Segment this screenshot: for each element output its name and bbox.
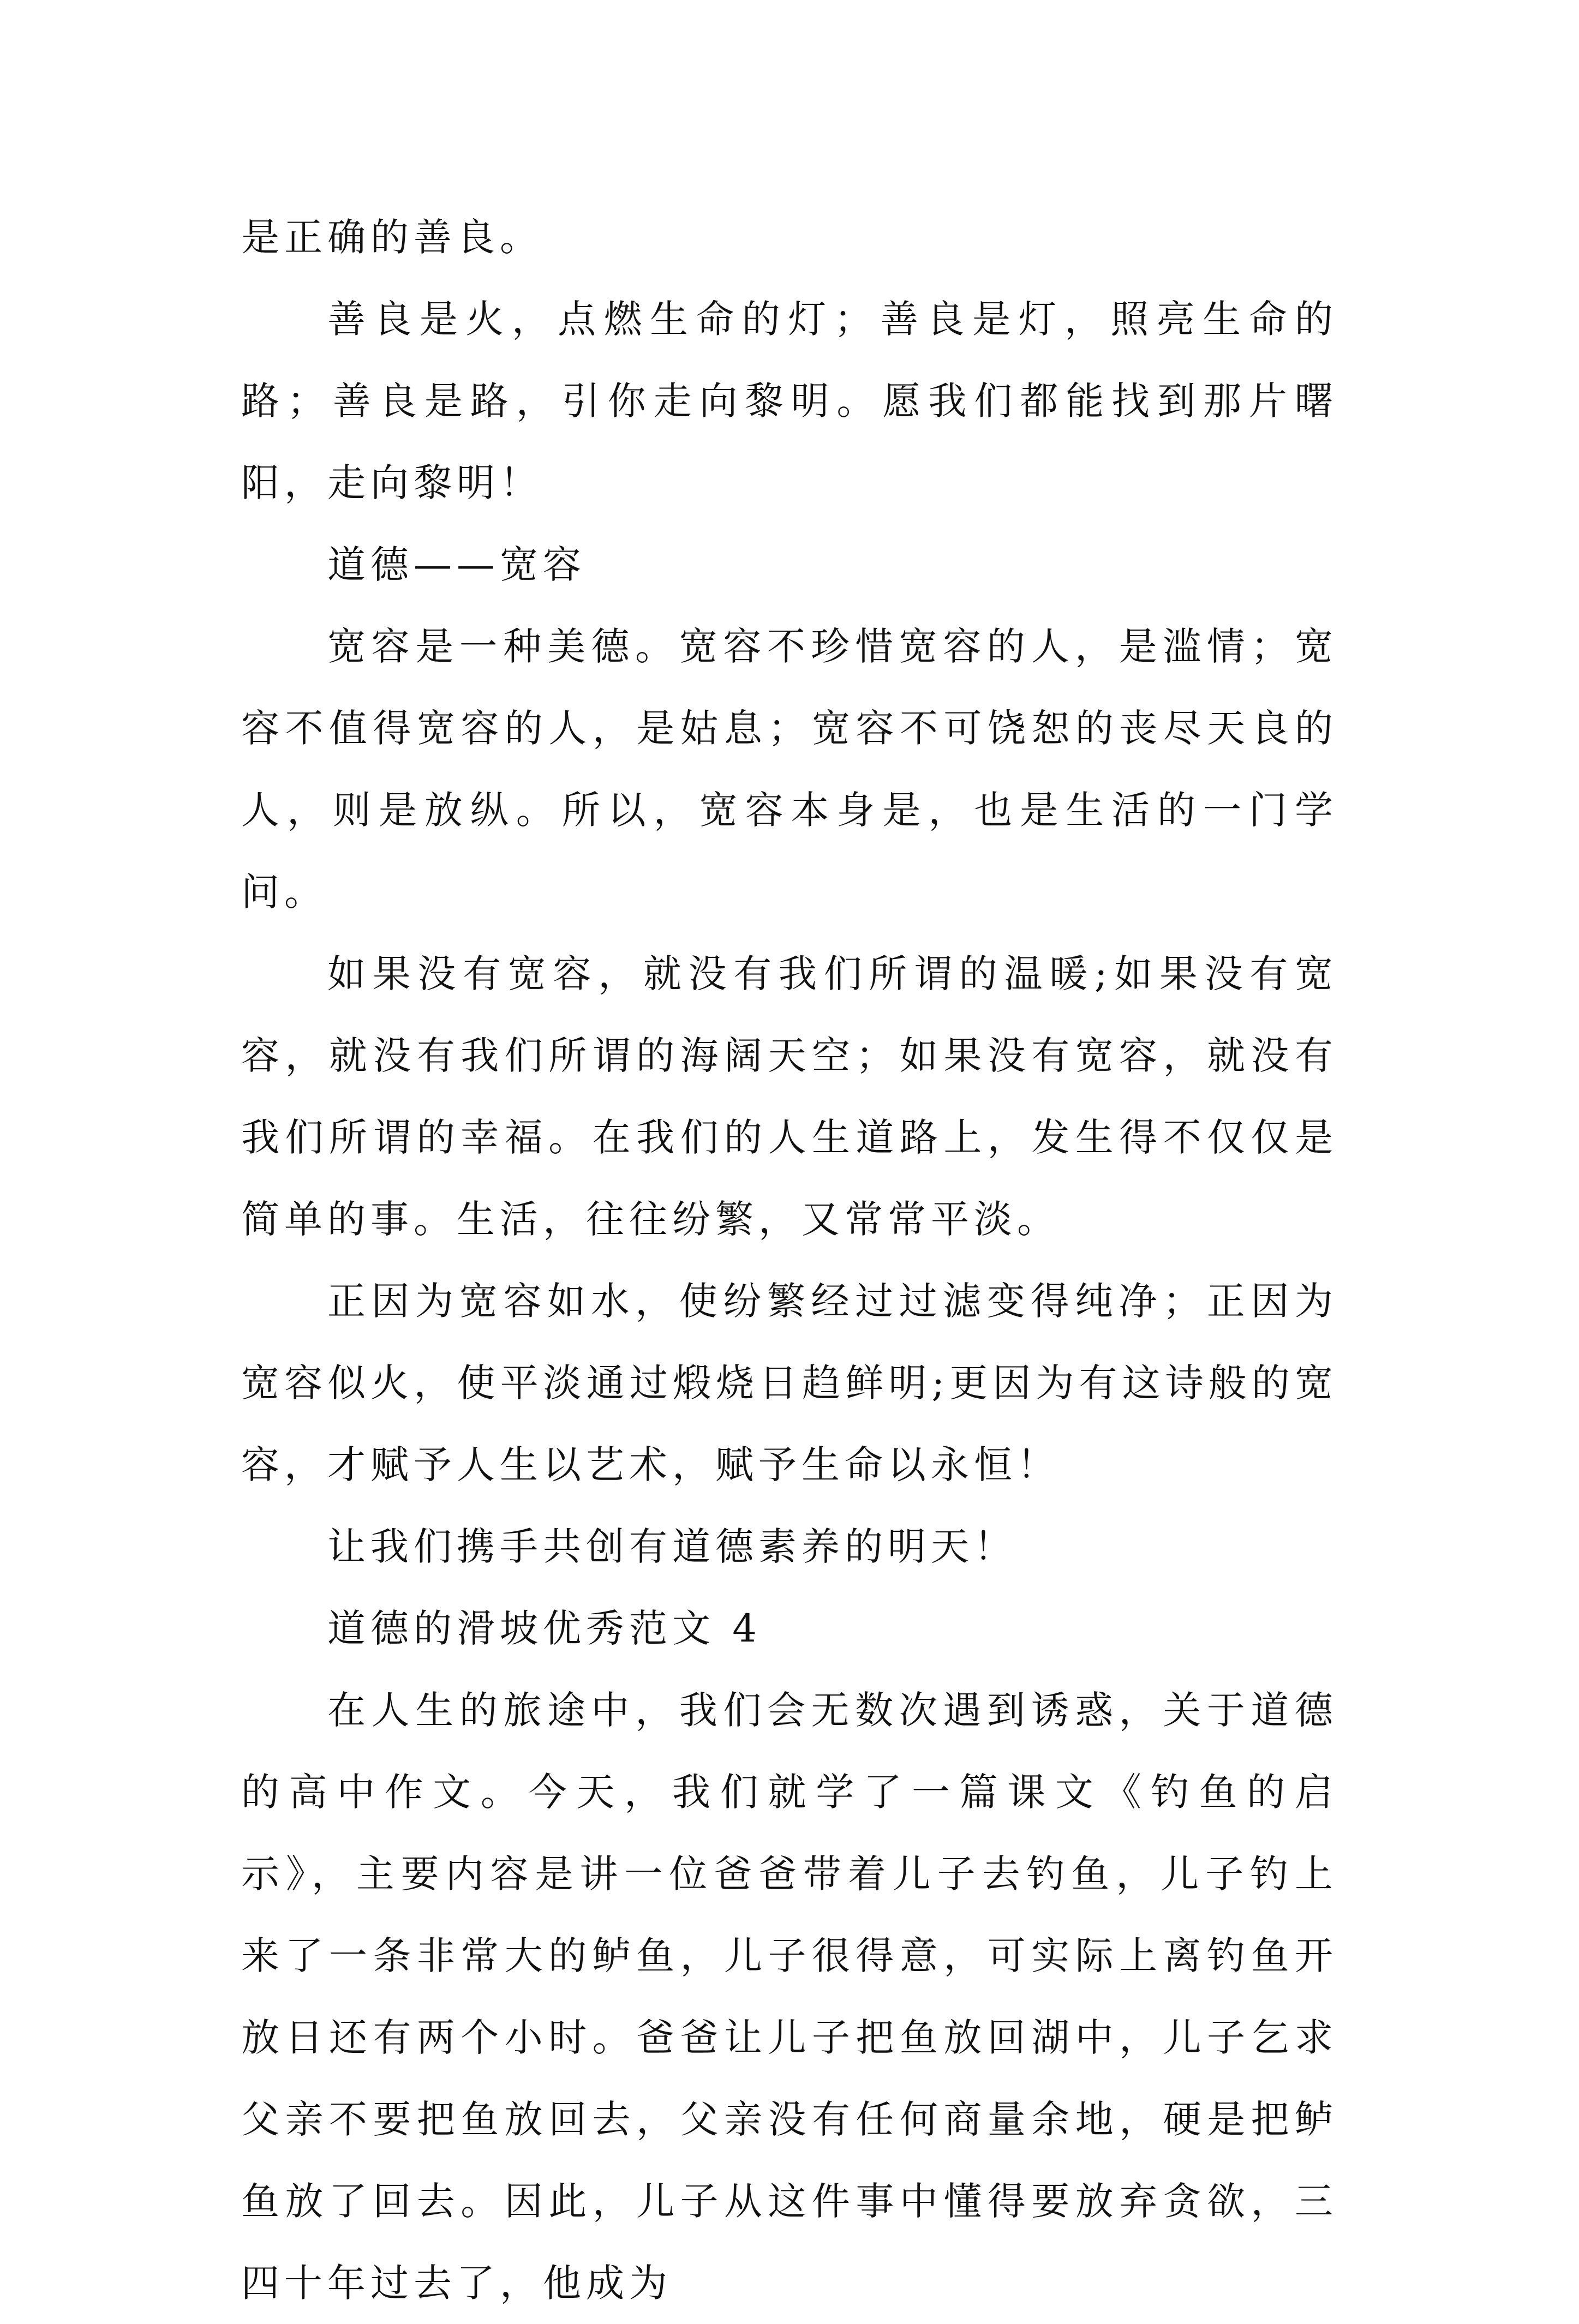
paragraph-tolerance-virtue: 宽容是一种美德。宽容不珍惜宽容的人，是滥情；宽容不值得宽容的人，是姑息；宽容不可饶恕的丧尽天良的人，则是放纵。所以，宽容本身是，也是生活的一门学问。 <box>241 624 1338 914</box>
paragraph-fishing-story: 在人生的旅途中，我们会无数次遇到诱惑，关于道德的高中作文。今天，我们就学了一篇课文《钓鱼的启示》，主要内容是讲一位爸爸带着儿子去钓鱼，儿子钓上来了一条非常大的鲈鱼，儿子很得意，可实际上离钓鱼开放日还有两个小时。爸爸让儿子把鱼放回湖中，儿子乞求父亲不要把鱼放回去，父亲没有任何商量余地，硬是把鲈鱼放了回去。因此，儿子从这件事中懂得要放弃贪欲，三四十年过去了，他成为 <box>241 1688 1338 2305</box>
paragraph-tolerance-water-fire: 正因为宽容如水，使纷繁经过过滤变得纯净；正因为宽容似火，使平淡通过煅烧日趋鲜明;更因为有这诗般的宽容，才赋予人生以艺术，赋予生命以永恒！ <box>241 1279 1338 1487</box>
document-body <box>241 196 1338 2324</box>
paragraph-kindness: 善良是火，点燃生命的灯；善良是灯，照亮生命的路；善良是路，引你走向黎明。愿我们都能找到那片曙阳，走向黎明！ <box>241 297 1338 505</box>
paragraph-continuation: 是正确的善良。 <box>241 215 543 260</box>
section-heading-tolerance: 道德——宽容 <box>327 542 586 587</box>
paragraph-without-tolerance: 如果没有宽容，就没有我们所谓的温暖;如果没有宽容，就没有我们所谓的海阔天空；如果没有宽容，就没有我们所谓的幸福。在我们的人生道路上，发生得不仅仅是简单的事。生活，往往纷繁，又常常平淡。 <box>241 951 1338 1242</box>
section-heading-essay-4: 道德的滑坡优秀范文 4 <box>327 1606 762 1651</box>
paragraph-call-to-action: 让我们携手共创有道德素养的明天！ <box>327 1524 1017 1569</box>
